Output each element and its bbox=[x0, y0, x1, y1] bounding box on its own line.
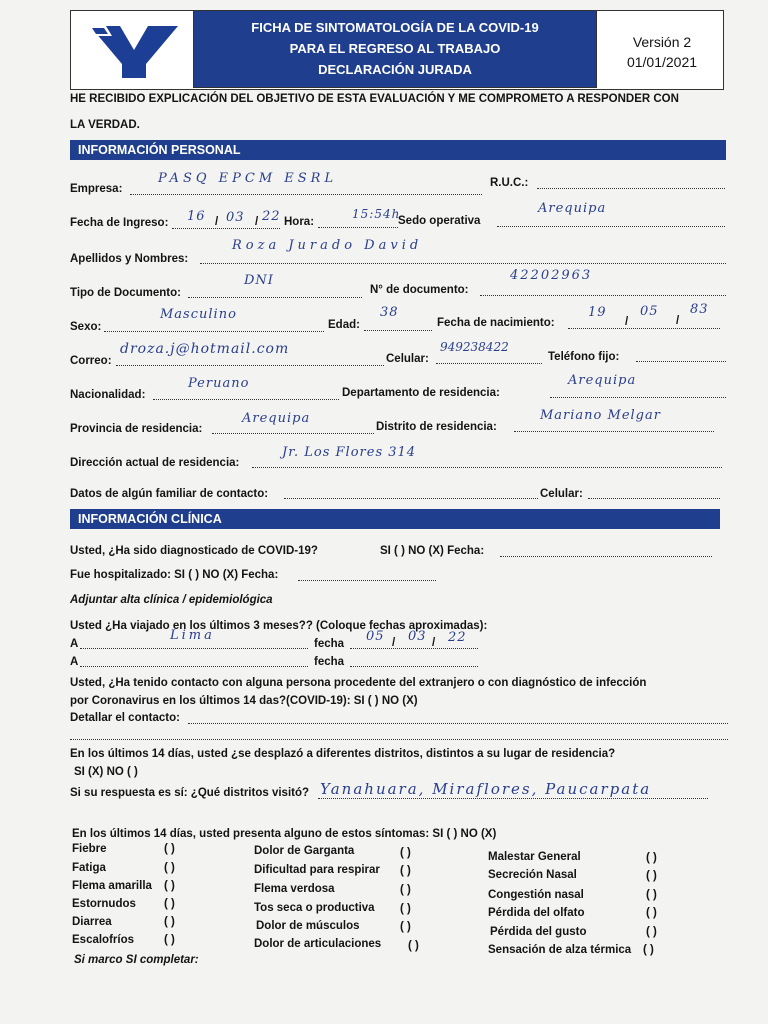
viaje1-year[interactable]: 22 bbox=[448, 630, 467, 645]
symptom-dolor-garganta: Dolor de Garganta bbox=[254, 845, 355, 857]
si-marco-note: Si marco SI completar: bbox=[74, 954, 199, 966]
symptom-escalofrios: Escalofríos bbox=[72, 934, 134, 946]
header-title-block bbox=[193, 10, 597, 88]
viaje1-fecha-label: fecha bbox=[314, 638, 345, 650]
symptom-diarrea: Diarrea bbox=[72, 916, 112, 928]
desplazo-options[interactable]: SI (X) NO ( ) bbox=[74, 766, 138, 778]
nombres-line bbox=[200, 263, 726, 264]
date-sep: / bbox=[676, 315, 680, 327]
nacionalidad-label: Nacionalidad: bbox=[70, 389, 146, 401]
sexo-line bbox=[104, 331, 324, 332]
symptom-flema-amarilla-check[interactable]: ( ) bbox=[164, 880, 175, 892]
correo-line bbox=[116, 365, 384, 366]
direccion-line bbox=[252, 467, 722, 468]
distritos-value[interactable]: Yanahuara, Miraflores, Paucarpata bbox=[320, 780, 652, 798]
symptom-flema-verdosa: Flema verdosa bbox=[254, 883, 335, 895]
hosp-question[interactable]: Fue hospitalizado: SI ( ) NO (X) Fecha: bbox=[70, 569, 279, 581]
symptom-dolor-musculos: Dolor de músculos bbox=[256, 920, 360, 932]
celular-line bbox=[436, 363, 542, 364]
correo-label: Correo: bbox=[70, 355, 112, 367]
symptom-estornudos: Estornudos bbox=[72, 898, 136, 910]
viaje2-line[interactable] bbox=[80, 666, 308, 667]
nacionalidad-line bbox=[153, 399, 339, 400]
viaje1-line bbox=[80, 648, 308, 649]
familiar-line[interactable] bbox=[284, 498, 538, 499]
symptom-perdida-gusto: Pérdida del gusto bbox=[490, 926, 587, 938]
intro-line2: LA VERDAD. bbox=[70, 119, 140, 131]
symptom-alza-termica-check[interactable]: ( ) bbox=[643, 944, 654, 956]
viaje-question: Usted ¿Ha viajado en los últimos 3 meses?? (Coloque fechas aproximadas): bbox=[70, 620, 488, 632]
detallar-line2[interactable] bbox=[70, 739, 728, 740]
nacimiento-label: Fecha de nacimiento: bbox=[437, 317, 555, 329]
distrito-label: Distrito de residencia: bbox=[376, 421, 497, 433]
provincia-line bbox=[212, 433, 374, 434]
correo-value[interactable]: droza.j@hotmail.com bbox=[120, 341, 290, 357]
date-sep: / bbox=[215, 216, 219, 228]
symptom-malestar-check[interactable]: ( ) bbox=[646, 852, 657, 864]
hora-label: Hora: bbox=[284, 216, 315, 228]
personal-section-header: INFORMACIÓN PERSONAL bbox=[70, 140, 726, 160]
header-title-line3: DECLARACIÓN JURADA bbox=[318, 62, 472, 77]
symptom-congestion-nasal: Congestión nasal bbox=[488, 889, 584, 901]
celular-value[interactable]: 949238422 bbox=[440, 340, 509, 354]
symptom-perdida-olfato: Pérdida del olfato bbox=[488, 907, 585, 919]
distrito-value[interactable]: Mariano Melgar bbox=[540, 408, 661, 423]
nacimiento-month[interactable]: 05 bbox=[640, 304, 659, 319]
direccion-label: Dirección actual de residencia: bbox=[70, 457, 240, 469]
symptom-tos-seca-check[interactable]: ( ) bbox=[400, 903, 411, 915]
version-label: Versión 2 bbox=[632, 34, 692, 50]
edad-line bbox=[364, 330, 432, 331]
empresa-line bbox=[130, 194, 482, 195]
provincia-value[interactable]: Arequipa bbox=[242, 411, 311, 426]
nombres-label: Apellidos y Nombres: bbox=[70, 253, 189, 265]
diag-question: Usted, ¿Ha sido diagnosticado de COVID-19? bbox=[70, 545, 318, 557]
hora-line bbox=[318, 227, 398, 228]
sexo-value[interactable]: Masculino bbox=[160, 307, 237, 322]
date-sep: / bbox=[392, 637, 396, 649]
symptom-dificultad-respirar: Dificultad para respirar bbox=[254, 864, 380, 876]
hosp-fecha-line[interactable] bbox=[298, 580, 436, 581]
viaje1-place[interactable]: Lima bbox=[170, 628, 215, 643]
symptom-dificultad-respirar-check[interactable]: ( ) bbox=[400, 865, 411, 877]
symptom-fatiga-check[interactable]: ( ) bbox=[164, 862, 175, 874]
viaje1-fecha-line bbox=[350, 648, 478, 649]
sede-line bbox=[497, 226, 725, 227]
num-doc-line bbox=[480, 295, 726, 296]
provincia-label: Provincia de residencia: bbox=[70, 423, 203, 435]
celular-label: Celular: bbox=[386, 353, 429, 365]
edad-value[interactable]: 38 bbox=[380, 305, 399, 320]
header-title-line2: PARA EL REGRESO AL TRABAJO bbox=[289, 41, 501, 56]
symptom-fiebre-check[interactable]: ( ) bbox=[164, 843, 175, 855]
fecha-ingreso-label: Fecha de Ingreso: bbox=[70, 217, 169, 229]
intro-line1: HE RECIBIDO EXPLICACIÓN DEL OBJETIVO DE ESTA EVALUACIÓN Y ME COMPROMETO A RESPONDER CON bbox=[70, 93, 679, 105]
viaje2-a-label: A bbox=[70, 656, 79, 668]
diag-fecha-line[interactable] bbox=[500, 556, 712, 557]
symptom-secrecion-nasal-check[interactable]: ( ) bbox=[646, 870, 657, 882]
tipo-doc-value[interactable]: DNI bbox=[244, 273, 274, 288]
date-sep: / bbox=[432, 637, 436, 649]
telefono-label: Teléfono fijo: bbox=[548, 351, 620, 363]
symptom-secrecion-nasal: Secreción Nasal bbox=[488, 869, 577, 881]
departamento-value[interactable]: Arequipa bbox=[568, 373, 637, 388]
departamento-line bbox=[550, 397, 726, 398]
symptom-diarrea-check[interactable]: ( ) bbox=[164, 916, 175, 928]
symptom-perdida-gusto-check[interactable]: ( ) bbox=[646, 926, 657, 938]
clinical-section-header: INFORMACIÓN CLÍNICA bbox=[70, 509, 720, 529]
viaje1-day[interactable]: 05 bbox=[366, 629, 385, 644]
direccion-value[interactable]: Jr. Los Flores 314 bbox=[282, 445, 417, 460]
ruc-line[interactable] bbox=[537, 188, 725, 189]
fecha-ingreso-month[interactable]: 03 bbox=[226, 210, 245, 225]
tipo-doc-line bbox=[188, 297, 362, 298]
symptom-flema-verdosa-check[interactable]: ( ) bbox=[400, 884, 411, 896]
viaje2-fecha-label: fecha bbox=[314, 656, 345, 668]
company-logo-icon bbox=[72, 12, 192, 87]
sede-value[interactable]: Arequipa bbox=[538, 201, 607, 216]
ruc-label: R.U.C.: bbox=[490, 177, 529, 189]
version-date: 01/01/2021 bbox=[626, 54, 698, 70]
fecha-ingreso-line bbox=[172, 228, 280, 229]
fecha-ingreso-year[interactable]: 22 bbox=[262, 209, 281, 224]
hora-value[interactable]: 15:54h bbox=[352, 207, 401, 221]
fecha-ingreso-day[interactable]: 16 bbox=[187, 209, 206, 224]
symptom-fiebre: Fiebre bbox=[72, 843, 107, 855]
contacto-line2[interactable]: por Coronavirus en los últimos 14 das?(COVID-19): SI ( ) NO (X) bbox=[70, 695, 418, 707]
header-title-line1: FICHA DE SINTOMATOLOGÍA DE LA COVID-19 bbox=[251, 20, 539, 35]
telefono-line[interactable] bbox=[636, 361, 726, 362]
num-doc-value[interactable]: 42202963 bbox=[510, 268, 593, 283]
symptom-alza-termica: Sensación de alza térmica bbox=[488, 944, 632, 956]
symptom-congestion-nasal-check[interactable]: ( ) bbox=[646, 889, 657, 901]
desplazo-question: En los últimos 14 días, usted ¿se desplazó a diferentes distritos, distintos a su lugar de residencia? bbox=[70, 748, 616, 760]
symptom-escalofrios-check[interactable]: ( ) bbox=[164, 934, 175, 946]
symptom-tos-seca: Tos seca o productiva bbox=[254, 902, 375, 914]
nacimiento-year[interactable]: 83 bbox=[690, 302, 709, 317]
familiar-celular-line[interactable] bbox=[588, 498, 720, 499]
empresa-value[interactable]: PASQ EPCM ESRL bbox=[158, 171, 338, 186]
nacimiento-line bbox=[568, 328, 720, 329]
familiar-celular-label: Celular: bbox=[540, 488, 583, 500]
symptom-perdida-olfato-check[interactable]: ( ) bbox=[646, 907, 657, 919]
symptom-malestar: Malestar General bbox=[488, 851, 581, 863]
adjuntar-note: Adjuntar alta clínica / epidemiológica bbox=[70, 594, 273, 606]
num-doc-label: N° de documento: bbox=[370, 284, 469, 296]
viaje1-month[interactable]: 03 bbox=[408, 629, 427, 644]
viaje2-fecha-line[interactable] bbox=[350, 666, 478, 667]
distritos-line bbox=[318, 798, 708, 799]
symptom-flema-amarilla: Flema amarilla bbox=[72, 880, 152, 892]
distrito-line bbox=[514, 431, 714, 432]
nacimiento-day[interactable]: 19 bbox=[588, 305, 607, 320]
diag-options[interactable]: SI ( ) NO (X) Fecha: bbox=[380, 545, 485, 557]
departamento-label: Departamento de residencia: bbox=[342, 387, 500, 399]
nombres-value[interactable]: Roza Jurado David bbox=[232, 238, 423, 253]
contacto-line1: Usted, ¿Ha tenido contacto con alguna persona procedente del extranjero o con diagnóstico de infección bbox=[70, 677, 647, 689]
nacionalidad-value[interactable]: Peruano bbox=[188, 376, 250, 391]
sexo-label: Sexo: bbox=[70, 321, 102, 333]
symptom-dolor-musculos-check[interactable]: ( ) bbox=[400, 921, 411, 933]
date-sep: / bbox=[625, 316, 629, 328]
sintomas-question[interactable]: En los últimos 14 días, usted presenta alguno de estos síntomas: SI ( ) NO (X) bbox=[72, 828, 497, 840]
tipo-doc-label: Tipo de Documento: bbox=[70, 287, 181, 299]
detallar-line1[interactable] bbox=[188, 723, 728, 724]
empresa-label: Empresa: bbox=[70, 183, 123, 195]
symptom-dolor-garganta-check[interactable]: ( ) bbox=[400, 847, 411, 859]
familiar-label: Datos de algún familiar de contacto: bbox=[70, 488, 269, 500]
edad-label: Edad: bbox=[328, 319, 360, 331]
symptom-dolor-articulaciones-check[interactable]: ( ) bbox=[408, 940, 419, 952]
symptom-fatiga: Fatiga bbox=[72, 862, 106, 874]
sede-label: Sedo operativa bbox=[398, 215, 481, 227]
distritos-label: Si su respuesta es sí: ¿Qué distritos visitó? bbox=[70, 787, 310, 799]
symptom-estornudos-check[interactable]: ( ) bbox=[164, 898, 175, 910]
viaje1-a-label: A bbox=[70, 638, 79, 650]
header-logo-area bbox=[72, 12, 192, 87]
detallar-label: Detallar el contacto: bbox=[70, 712, 180, 724]
symptom-dolor-articulaciones: Dolor de articulaciones bbox=[254, 938, 382, 950]
date-sep: / bbox=[255, 216, 259, 228]
